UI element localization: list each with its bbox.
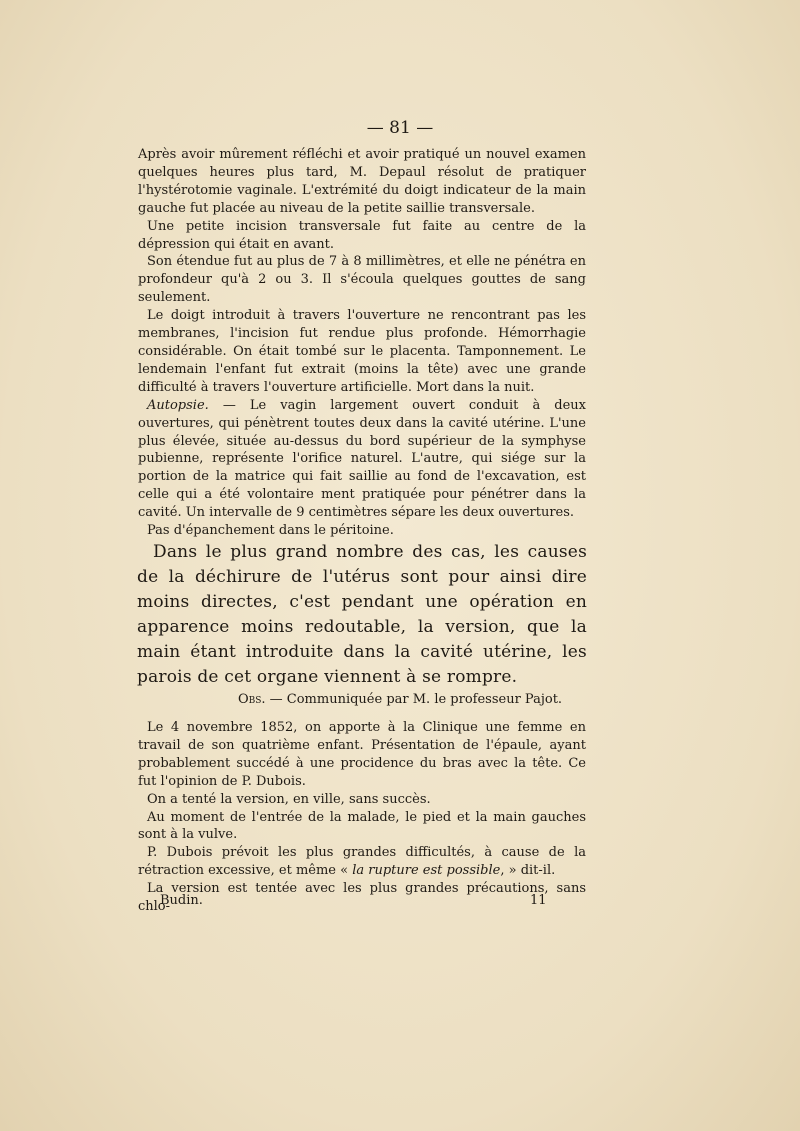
signature-mark: Budin.	[160, 893, 203, 908]
observation-heading	[0, 692, 800, 707]
paragraph-epanchement: Pas d'épanchement dans le péritoine.	[147, 523, 394, 539]
paragraph-novembre: Le 4 novembre 1852, on apporte à la Clinique une femme en travail de son quatrième enfant. Présentation de l'épaule, ayant probablement succédé à une procidence du bras avec la tête. Ce fut l'opinion de P. Dubois.	[138, 720, 586, 789]
paragraph-doigt: Le doigt introduit à travers l'ouverture ne rencontrant pas les membranes, l'incision fut rendue plus profonde. Hémorrhagie considérable. On était tombé sur le placenta. Tamponnement. Le lendemain l'enfant fut extrait (moins la tête) avec une grande difficulté à travers l'ouverture artificielle. Mort dans la nuit.	[138, 308, 586, 395]
paragraph-entree: Au moment de l'entrée de la malade, le pied et la main gauches sont à la vulve.	[138, 809, 586, 843]
paragraph-version-tentee: La version est tentée avec les plus grandes précautions, sans chlo-	[138, 881, 586, 915]
observation-text-section	[138, 719, 586, 916]
obs-text: — Communiquée par M. le professeur Pajot.	[265, 692, 563, 707]
case-text-section	[138, 146, 586, 540]
sheet-number: 11	[530, 893, 547, 908]
dubois-before: P. Dubois prévoit les plus grandes difficultés, à cause de la rétraction excessive, et même «	[138, 845, 586, 879]
page-footer	[160, 893, 560, 908]
dubois-quote: la rupture est possible	[352, 863, 501, 879]
dubois-after: , » dit-il.	[500, 863, 556, 879]
main-paragraph-block	[137, 540, 587, 690]
paragraph-incision: Une petite incision transversale fut faite au centre de la dépression qui était en avant.	[138, 218, 586, 252]
obs-label: Obs.	[237, 692, 266, 707]
autopsie-text: — Le vagin largement ouvert conduit à deux ouvertures, qui pénètrent toutes deux dans la cavité utérine. L'une plus élevée, située au-dessus du bord supérieur de la symphyse pubienne, représente l'orifice naturel. L'autre, qui siége sur la portion de la matrice qui fait saillie au fond de l'excavation, est celle qui a été volontaire ment pratiquée pour pénétrer dans la cavité. Un intervalle de 9 centimètres sépare les deux ouvertures.	[138, 397, 586, 521]
paragraph-version-ville: On a tenté la version, en ville, sans succès.	[147, 791, 431, 807]
paragraph-etendue: Son étendue fut au plus de 7 à 8 millimètres, et elle ne pénétra en profondeur qu'à 2 ou 3. Il s'écoula quelques gouttes de sang seulement.	[138, 254, 586, 306]
main-paragraph: Dans le plus grand nombre des cas, les causes de la déchirure de l'utérus sont pour ainsi dire moins directes, c'est pendant une opération en apparence moins redoutable, la version, que la main étant introduite dans la cavité utérine, les parois de cet organe viennent à se rompre.	[137, 542, 587, 687]
page-number: — 81 —	[366, 118, 434, 138]
paragraph-examen: Après avoir mûrement réfléchi et avoir pratiqué un nouvel examen quelques heures plus tard, M. Depaul résolut de pratiquer l'hystérotomie vaginale. L'extrémité du doigt indicateur de la main gauche fut placée au niveau de la petite saillie transversale.	[138, 147, 586, 216]
paragraph-autopsie	[138, 397, 586, 522]
paragraph-dubois	[138, 844, 586, 880]
autopsie-label: Autopsie.	[147, 397, 209, 413]
